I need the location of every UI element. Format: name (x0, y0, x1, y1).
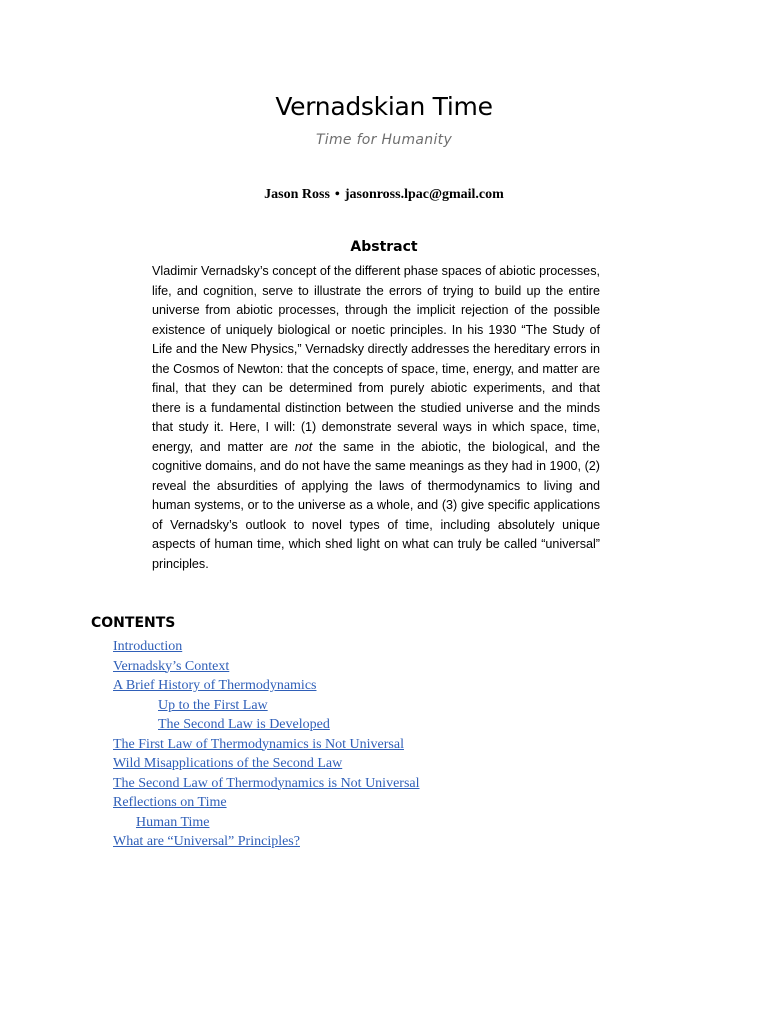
author-email: jasonross.lpac@gmail.com (344, 187, 504, 202)
toc-item-vernadskys-context (0, 657, 768, 677)
document-title: Vernadskian Time (275, 92, 493, 121)
toc-item-reflections-on-time (0, 793, 768, 813)
toc-item-first-law (0, 696, 768, 716)
table-of-contents (0, 637, 768, 852)
document-subtitle: Time for Humanity (315, 132, 453, 148)
toc-link-wild-misapplications[interactable]: Wild Misapplications of the Second Law (113, 756, 343, 771)
toc-link-first-law-not-universal[interactable]: The First Law of Thermodynamics is Not Universal (113, 736, 404, 752)
toc-link-brief-history[interactable]: A Brief History of Thermodynamics (113, 678, 317, 693)
toc-link-first-law[interactable]: Up to the First Law (158, 697, 268, 713)
toc-item-brief-history (0, 676, 768, 696)
abstract-heading: Abstract (350, 239, 418, 255)
toc-item-wild-misapplications (0, 754, 768, 774)
author-separator: • (334, 187, 340, 202)
abstract-text-part-2: the same in the abiotic, the biological, and the cognitive domains, and do not have the same meanings as they had in 1900, (2) reveal the absurdities of applying the laws of thermodynamics to living and human systems, or to the universe as a whole, and (3) give specific applications of Vernadsky’s outlook to novel types of time, including absolutely unique aspects of human time, which shed light on what can truly be called “universal” principles. (152, 439, 600, 571)
abstract-body (152, 262, 600, 574)
toc-link-second-law-developed[interactable]: The Second Law is Developed (158, 717, 330, 732)
author-name: Jason Ross (264, 187, 330, 202)
toc-item-introduction (0, 637, 768, 657)
toc-item-second-law-developed (0, 715, 768, 735)
toc-link-reflections-on-time[interactable]: Reflections on Time (113, 795, 227, 810)
toc-item-universal-principles (0, 832, 768, 852)
abstract-italic-word: not (294, 439, 313, 454)
toc-item-first-law-not-universal (0, 735, 768, 755)
toc-link-human-time[interactable]: Human Time (136, 814, 210, 830)
toc-link-second-law-not-universal[interactable]: The Second Law of Thermodynamics is Not Universal (113, 775, 420, 791)
toc-link-vernadskys-context[interactable]: Vernadsky’s Context (113, 658, 230, 674)
toc-item-second-law-not-universal (0, 774, 768, 794)
toc-item-human-time (0, 813, 768, 833)
abstract-text-part-1: Vladimir Vernadsky’s concept of the different phase spaces of abiotic processes, life, and cognition, serve to illustrate the errors of trying to build up the entire universe from abiotic processes, through the implicit rejection of the possible existence of uniquely biological or noetic principles. In his 1930 “The Study of Life and the New Physics,” Vernadsky directly addresses the hereditary errors in the Cosmos of Newton: that the concepts of space, time, energy, and matter are final, that they can be determined from purely abiotic experiments, and that there is a fundamental distinction between the studied universe and the minds that study it. Here, I will: (1) demonstrate several ways in which space, time, energy, and matter are (152, 264, 600, 454)
toc-link-universal-principles[interactable]: What are “Universal” Principles? (113, 834, 300, 849)
author-line (0, 187, 768, 203)
toc-link-introduction[interactable]: Introduction (113, 639, 183, 654)
contents-heading: CONTENTS (91, 615, 176, 631)
